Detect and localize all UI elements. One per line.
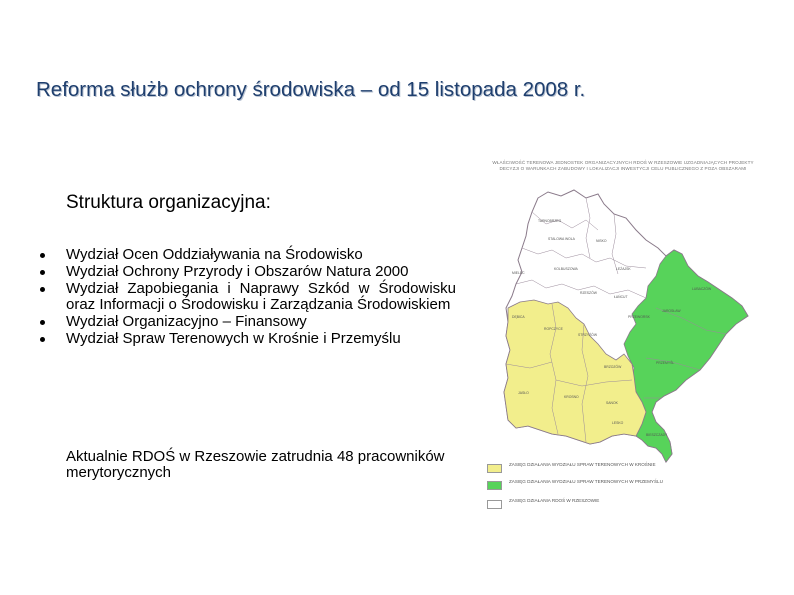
region-label: MIELEC — [512, 271, 525, 275]
region-label: NISKO — [596, 239, 607, 243]
bullet-icon — [40, 337, 45, 342]
region-label: STALOWA WOLA — [548, 237, 575, 241]
region-label: BRZOZÓW — [604, 365, 622, 369]
legend-text: ZASIĘG DZIAŁANIA WYDZIAŁU SPRAW TERENOWYCH W PRZEMYŚLU — [509, 479, 663, 484]
region-label: STRZYŻÓW — [578, 333, 598, 337]
region-label: ŁAŃCUT — [614, 295, 628, 299]
list-item — [40, 281, 456, 313]
list-item-text: Wydział Zapobiegania i Naprawy Szkód w Środowisku oraz Informacji o Środowisku i Zarządzania Środowiskiem — [66, 280, 456, 313]
bullet-icon — [40, 320, 45, 325]
list-item — [40, 247, 456, 263]
region-label: TARNOBRZEG — [538, 219, 562, 223]
region-label: PRZEMYŚL — [656, 361, 675, 365]
legend-swatch — [487, 464, 502, 473]
region-label: LESKO — [612, 421, 624, 425]
region-label: JASŁO — [518, 391, 529, 395]
region-label: PRZEWORSK — [628, 315, 650, 319]
legend-swatch — [487, 481, 502, 490]
list-item — [40, 314, 456, 330]
bullet-icon — [40, 287, 45, 292]
list-item-text: Wydział Spraw Terenowych w Krośnie i Przemyślu — [66, 330, 401, 347]
region-label: ROPCZYCE — [544, 327, 563, 331]
bullet-icon — [40, 270, 45, 275]
list-item — [40, 331, 456, 347]
map-heading: WŁAŚCIWOŚĆ TERENOWA JEDNOSTEK ORGANIZACYJNYCH RDOŚ W RZESZOWIE UZGADNIAJĄCYCH PROJEKTY DECYZJI O WARUNKACH ZABUDOWY I LOKALIZACJI INWESTYCJI CELU PUBLICZNEGO Z POZA OBSZARAMI — [492, 160, 754, 171]
slide-title: Reforma służb ochrony środowiska – od 15 listopada 2008 r. — [36, 78, 586, 101]
staff-note: Aktualnie RDOŚ w Rzeszowie zatrudnia 48 pracowników merytorycznych — [66, 448, 445, 481]
legend-swatch — [487, 500, 502, 509]
region-label: SANOK — [606, 401, 618, 405]
legend-text: ZASIĘG DZIAŁANIA WYDZIAŁU SPRAW TERENOWYCH W KROŚNIE — [509, 462, 656, 467]
list-item-text: Wydział Ocen Oddziaływania na Środowisko — [66, 246, 363, 263]
section-subtitle: Struktura organizacyjna: — [66, 192, 271, 213]
bullet-icon — [40, 253, 45, 258]
region-label: LEŻAJSK — [616, 267, 631, 271]
region-label: RZESZÓW — [580, 291, 597, 295]
department-list — [40, 247, 456, 348]
list-item-text: Wydział Organizacyjno – Finansowy — [66, 313, 307, 330]
list-item-text: Wydział Ochrony Przyrody i Obszarów Natura 2000 — [66, 263, 409, 280]
region-label: KROSNO — [564, 395, 579, 399]
region-label: KOLBUSZOWA — [554, 267, 578, 271]
region-label: BIESZCZADY — [646, 433, 668, 437]
legend-text: ZASIĘG DZIAŁANIA RDOŚ W RZESZOWIE — [509, 498, 600, 503]
list-item — [40, 264, 456, 280]
region-label: LUBACZÓW — [692, 287, 712, 291]
region-map — [486, 158, 758, 510]
region-label: JAROSŁAW — [662, 309, 681, 313]
region-label: DĘBICA — [512, 315, 525, 319]
